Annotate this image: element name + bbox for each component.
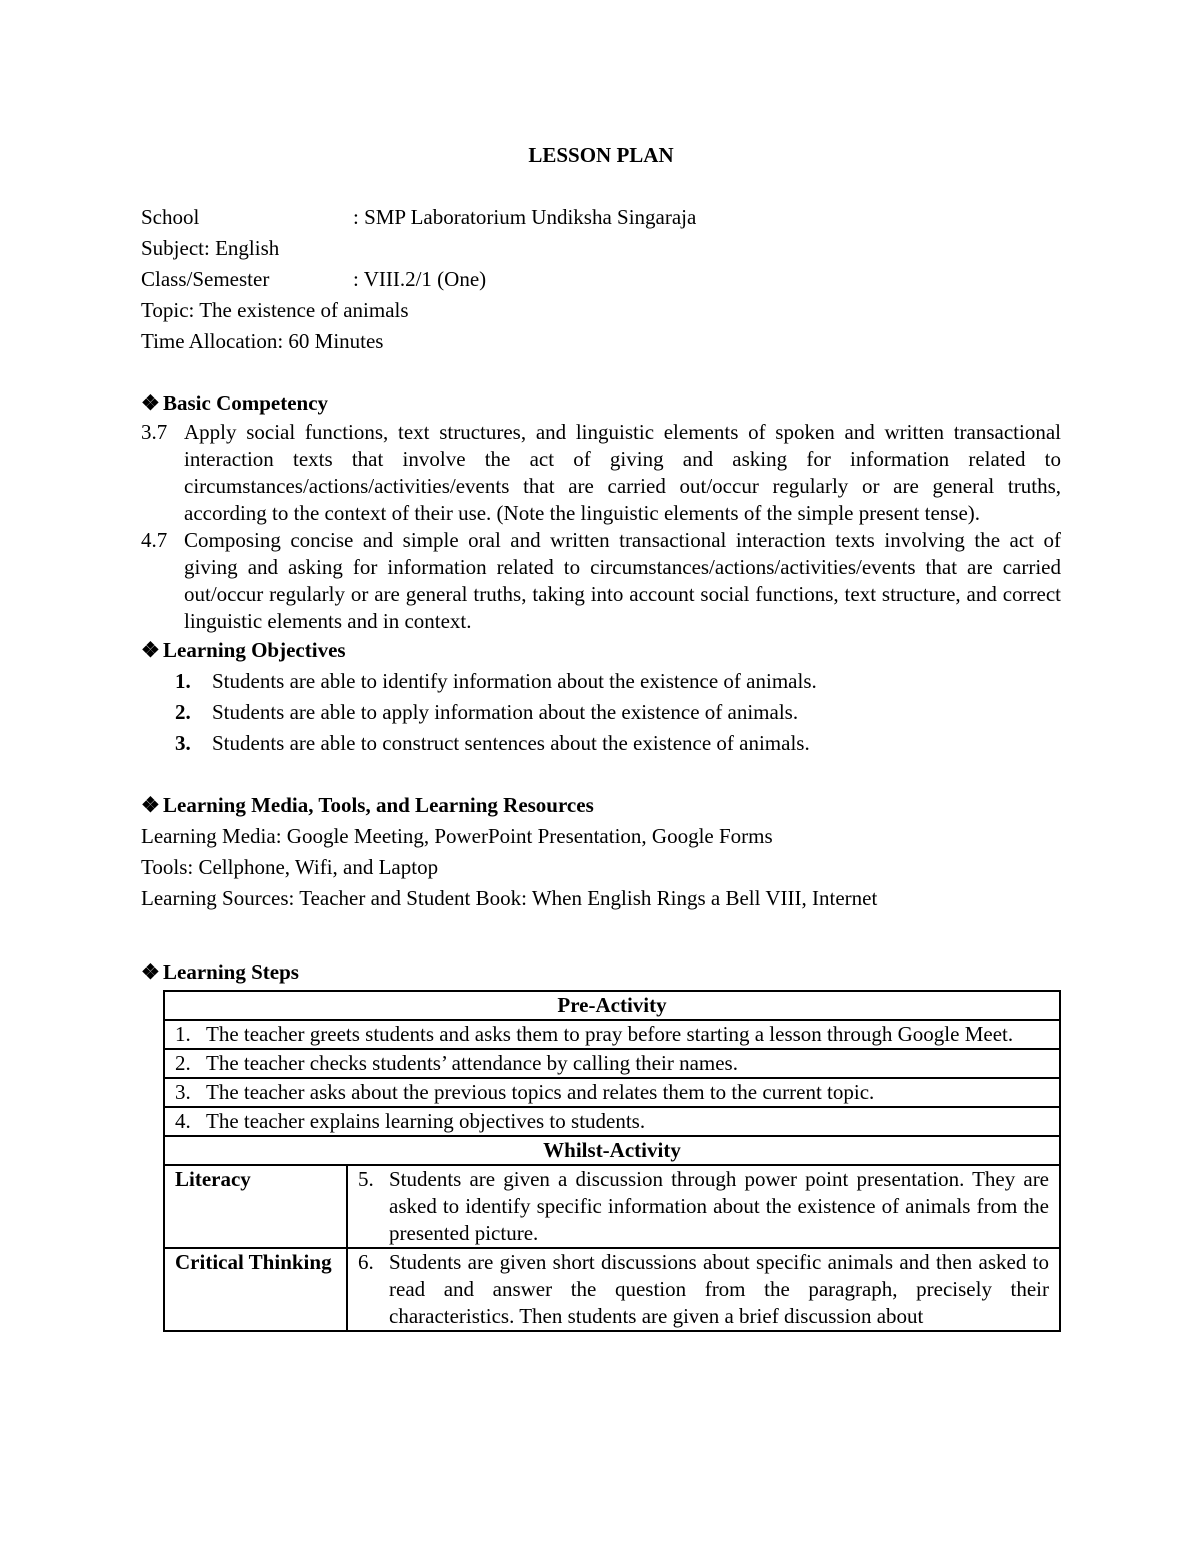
objective-number: 1. [175, 669, 191, 693]
step-number: 5. [358, 1167, 374, 1191]
objective-item [141, 697, 1061, 728]
step-text: The teacher explains learning objectives to students. [206, 1109, 646, 1133]
info-class [141, 264, 1061, 295]
objective-item [141, 666, 1061, 697]
table-row [164, 1248, 1060, 1331]
step-text: The teacher greets students and asks them to pray before starting a lesson through Google Meet. [206, 1022, 1014, 1046]
objective-item [141, 728, 1061, 759]
objective-text: Students are able to apply information about the existence of animals. [212, 700, 799, 724]
class-label: Class/Semester [141, 267, 270, 291]
competency-text: Composing concise and simple oral and written transactional interaction texts involving the act of giving and asking for information related to circumstances/actions/activities/events that are carried out/occur regularly or are general truths, taking into account social functions, text structure, and correct linguistic elements and in context. [184, 528, 1061, 633]
info-school [141, 202, 1061, 233]
competency-text: Apply social functions, text structures, and linguistic elements of spoken and written transactional interaction texts that involve the act of giving and asking for information related to circumstances/actions/activities/events that are carried out/occur regularly or are general truths, according to the context of their use. (Note the linguistic elements of the simple present tense). [184, 420, 1061, 525]
media-title: Learning Media, Tools, and Learning Resources [163, 793, 594, 817]
table-row [164, 1165, 1060, 1248]
pre-activity-step [164, 1078, 1060, 1107]
step-text: The teacher checks students’ attendance by calling their names. [206, 1051, 738, 1075]
competency-number: 4.7 [141, 528, 168, 552]
basic-competency-heading [141, 388, 1061, 419]
learning-steps-heading [141, 957, 1061, 988]
activity-step [347, 1248, 1060, 1331]
pre-activity-header: Pre-Activity [164, 991, 1060, 1020]
table-row [164, 1078, 1060, 1107]
competency-item [141, 419, 1061, 527]
media-heading [141, 790, 1061, 821]
diamond-bullet-icon: ❖ [141, 391, 160, 415]
pre-activity-step [164, 1020, 1060, 1049]
step-text: Students are given short discussions about specific animals and then asked to read and answer the question from the paragraph, precisely their characteristics. Then students are given a brief discussion about [389, 1250, 1050, 1328]
table-row [164, 1136, 1060, 1165]
media-line: Learning Media: Google Meeting, PowerPoint Presentation, Google Forms [141, 824, 773, 848]
whilst-activity-header: Whilst-Activity [164, 1136, 1060, 1165]
diamond-bullet-icon: ❖ [141, 793, 160, 817]
pre-activity-step [164, 1049, 1060, 1078]
diamond-bullet-icon: ❖ [141, 960, 160, 984]
diamond-bullet-icon: ❖ [141, 638, 160, 662]
info-block [141, 202, 1061, 357]
learning-objectives-heading [141, 635, 1061, 666]
tools-line: Tools: Cellphone, Wifi, and Laptop [141, 855, 439, 879]
table-row [164, 991, 1060, 1020]
school-label: School [141, 205, 200, 229]
competency-item [141, 527, 1061, 635]
objective-text: Students are able to construct sentences about the existence of animals. [212, 731, 810, 755]
step-text: Students are given a discussion through power point presentation. They are asked to identify specific information about the existence of animals from the presented picture. [389, 1167, 1050, 1245]
activity-label: Critical Thinking [164, 1248, 347, 1331]
step-text: The teacher asks about the previous topics and relates them to the current topic. [206, 1080, 875, 1104]
step-number: 3. [175, 1080, 191, 1104]
sources-line: Learning Sources: Teacher and Student Book: When English Rings a Bell VIII, Internet [141, 886, 878, 910]
lesson-plan-page [141, 140, 1061, 1332]
learning-steps-table [163, 990, 1061, 1332]
info-topic: Topic: The existence of animals [141, 298, 409, 322]
competency-number: 3.7 [141, 420, 168, 444]
table-row [164, 1020, 1060, 1049]
objective-text: Students are able to identify information about the existence of animals. [212, 669, 817, 693]
pre-activity-step [164, 1107, 1060, 1136]
step-number: 4. [175, 1109, 191, 1133]
school-value: : SMP Laboratorium Undiksha Singaraja [353, 205, 697, 229]
activity-label: Literacy [164, 1165, 347, 1248]
table-row [164, 1107, 1060, 1136]
learning-steps-title: Learning Steps [163, 960, 299, 984]
step-number: 2. [175, 1051, 191, 1075]
activity-step [347, 1165, 1060, 1248]
objective-number: 3. [175, 731, 191, 755]
basic-competency-title: Basic Competency [163, 391, 329, 415]
step-number: 6. [358, 1250, 374, 1274]
info-time: Time Allocation: 60 Minutes [141, 329, 384, 353]
info-subject: Subject: English [141, 236, 280, 260]
document-title: LESSON PLAN [528, 143, 674, 167]
table-row [164, 1049, 1060, 1078]
objective-number: 2. [175, 700, 191, 724]
learning-objectives-title: Learning Objectives [163, 638, 346, 662]
class-value: : VIII.2/1 (One) [353, 267, 487, 291]
step-number: 1. [175, 1022, 191, 1046]
